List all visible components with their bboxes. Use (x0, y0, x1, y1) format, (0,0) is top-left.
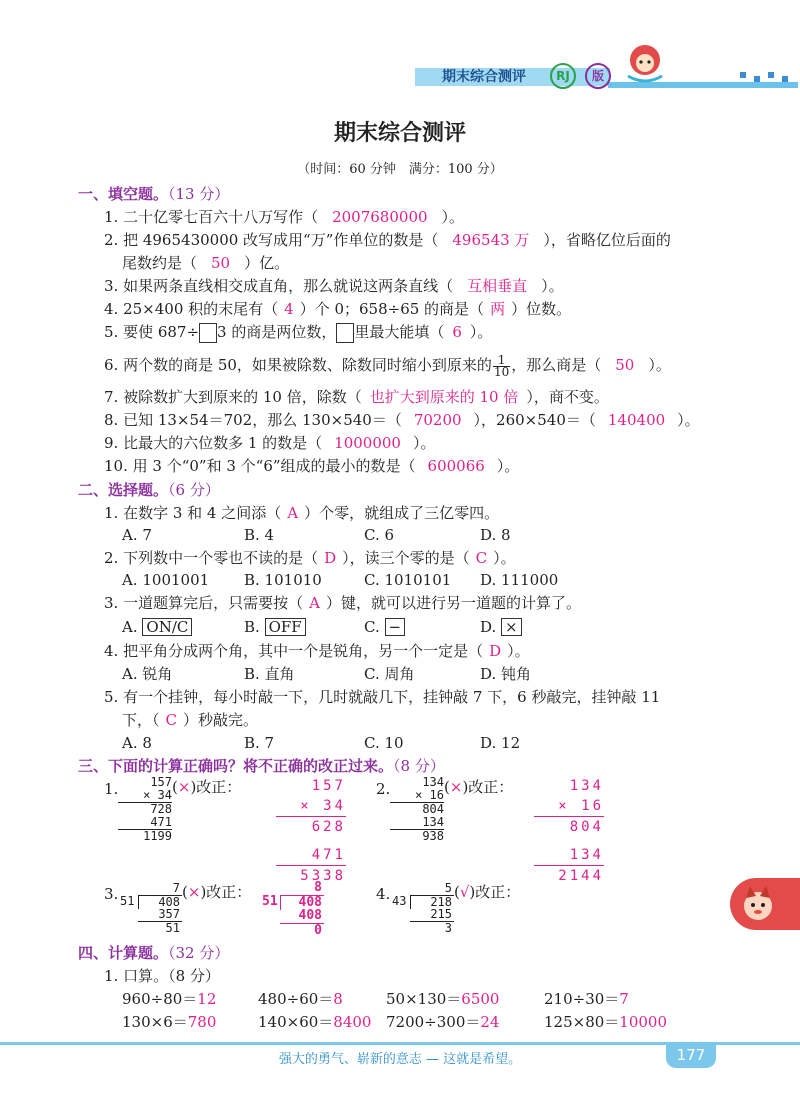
fill-q5: 5. 要使 687÷ 3 的商是两位数， 里最大能填（ 6 ）。 (104, 323, 493, 341)
answer: 496543 万 (452, 231, 530, 249)
fill-q7: 7. 被除数扩大到原来的 10 倍，除数（ 也扩大到原来的 10 倍 ），商不变。 (104, 388, 609, 406)
check-p3-orig: 7 51 408 357 51 (120, 881, 180, 935)
fill-q3: 3. 如果两条直线相交成直角，那么就说这两条直线（ 互相垂直 ）。 (104, 277, 564, 295)
section-title-choice: 二、选择题。（6 分） (78, 481, 220, 499)
fill-q10: 10. 用 3 个“0”和 3 个“6”组成的最小的数是（ 600066 ）。 (104, 457, 520, 475)
answer: D (324, 549, 337, 567)
check-p1-fix: 157 × 34 628 471 5338 (276, 776, 346, 886)
answer: 2007680000 (332, 208, 428, 226)
fill-q2-cont: 尾数约是（ 50 ）亿。 (122, 254, 290, 272)
answer: 也扩大到原来的 10 倍 (369, 388, 519, 406)
off-key: OFF (265, 618, 306, 636)
answer: D (489, 642, 502, 660)
check-mark: √ (459, 883, 470, 901)
fill-q6: 6. 两个数的商是 50，如果被除数、除数同时缩小到原来的 $\frac{1}{10}$ ，那么商是（ 50 ）。 (104, 352, 671, 379)
check-p2-fix: 134 × 16 804 134 2144 (534, 776, 604, 886)
answer: 70200 (413, 411, 462, 429)
fox-mascot-icon (738, 884, 778, 924)
on-c-key: ON/C (142, 618, 192, 636)
fill-q8: 8. 已知 13×54＝702，那么 130×540＝（ 70200 ），260×540＝（ 140400 ）。 (104, 411, 700, 429)
answer: A (287, 504, 299, 522)
answer: 600066 (427, 457, 485, 475)
side-tab (730, 878, 800, 930)
wrong-mark: × (449, 778, 463, 796)
wrong-mark: × (187, 883, 201, 901)
fill-q1: 1. 二十亿零七百六十八万写作（ 2007680000 ）。 (104, 208, 465, 226)
answer: 两 (490, 300, 506, 318)
check-p2-label: (×)改正： (444, 778, 514, 796)
badge-ban: 版 (585, 63, 611, 89)
header-banner (410, 62, 650, 88)
check-p2-header: 2. (376, 780, 391, 798)
answer: 140400 (607, 411, 666, 429)
fraction: $\frac{1}{10}$ (493, 352, 510, 379)
answer: A (309, 594, 320, 612)
check-p3-fix: 8 51 408 408 0 (262, 880, 322, 938)
choice-q5: 5. 有一个挂钟，每小时敲一下，几时就敲几下，挂钟敲 7 下，6 秒敲完，挂钟敲 11 (104, 688, 661, 706)
section-title-check: 三、下面的计算正确吗？将不正确的改正过来。（8 分） (78, 757, 445, 775)
check-p4-orig: 5 43 218 215 3 (392, 881, 452, 935)
answer: 互相垂直 (467, 277, 528, 295)
answer: 1000000 (334, 434, 401, 452)
calc-sub1: 1. 口算。（8 分） (104, 967, 220, 985)
blank-box (336, 323, 354, 343)
blank-box (199, 323, 217, 343)
choice-q4: 4. 把平角分成两个角，其中一个是锐角，另一个一定是（ D ）。 (104, 642, 530, 660)
choice-q5-cont: 下，（ C ）秒敲完。 (122, 711, 259, 729)
answer: 4 (284, 300, 294, 318)
section-title-fill: 一、填空题。（13 分） (78, 185, 230, 203)
answer: 6 (452, 323, 462, 341)
choice-q1: 1. 在数字 3 和 4 之间添（ A ）个零，就组成了三亿零四。 (104, 504, 500, 522)
answer: 50 (211, 254, 231, 272)
check-p4-header: 4. (376, 885, 391, 903)
check-p1-orig: 157 × 34 728 471 1199 (118, 776, 172, 843)
answer: C (475, 549, 488, 567)
answer: C (165, 711, 177, 729)
check-p3-header: 3. (104, 885, 119, 903)
mascot-icon (622, 40, 668, 84)
check-p3-label: (×)改正： (182, 883, 252, 901)
check-p2-orig: 134 × 16 804 134 938 (390, 776, 444, 843)
choice-q3: 3. 一道题算完后，只需要按（ A ）键，就可以进行另一道题的计算了。 (104, 594, 581, 612)
fill-q2: 2. 把 4965430000 改写成用“万”作单位的数是（ 496543 万 ），省略亿位后面的 (104, 231, 671, 249)
page-title: 期末综合测评 (333, 121, 466, 146)
footer-motto: 强大的勇气、崭新的意志 — 这就是希望。 (278, 1052, 522, 1067)
check-p1-label: (×)改正： (172, 778, 242, 796)
banner-title: 期末综合测评 (442, 69, 526, 85)
page-subtitle: （时间：60 分钟 满分：100 分） (297, 162, 503, 177)
minus-key: − (385, 618, 406, 636)
fill-q4: 4. 25×400 积的末尾有（ 4 ）个 0；658÷65 的商是（ 两 ）位数。 (104, 300, 572, 318)
wrong-mark: × (177, 778, 191, 796)
choice-q2: 2. 下列数中一个零也不读的是（ D ），读三个零的是（ C ）。 (104, 549, 516, 567)
badge-rj: RJ (550, 63, 576, 89)
check-p1-header: 1. (104, 780, 119, 798)
answer: 50 (615, 356, 635, 374)
fill-q9: 9. 比最大的六位数多 1 的数是（ 1000000 ）。 (104, 434, 436, 452)
section-title-calc: 四、计算题。（32 分） (78, 944, 230, 962)
check-p4-label: (√)改正： (454, 883, 521, 901)
page-number: 177 (666, 1042, 716, 1068)
times-key: × (501, 618, 522, 636)
